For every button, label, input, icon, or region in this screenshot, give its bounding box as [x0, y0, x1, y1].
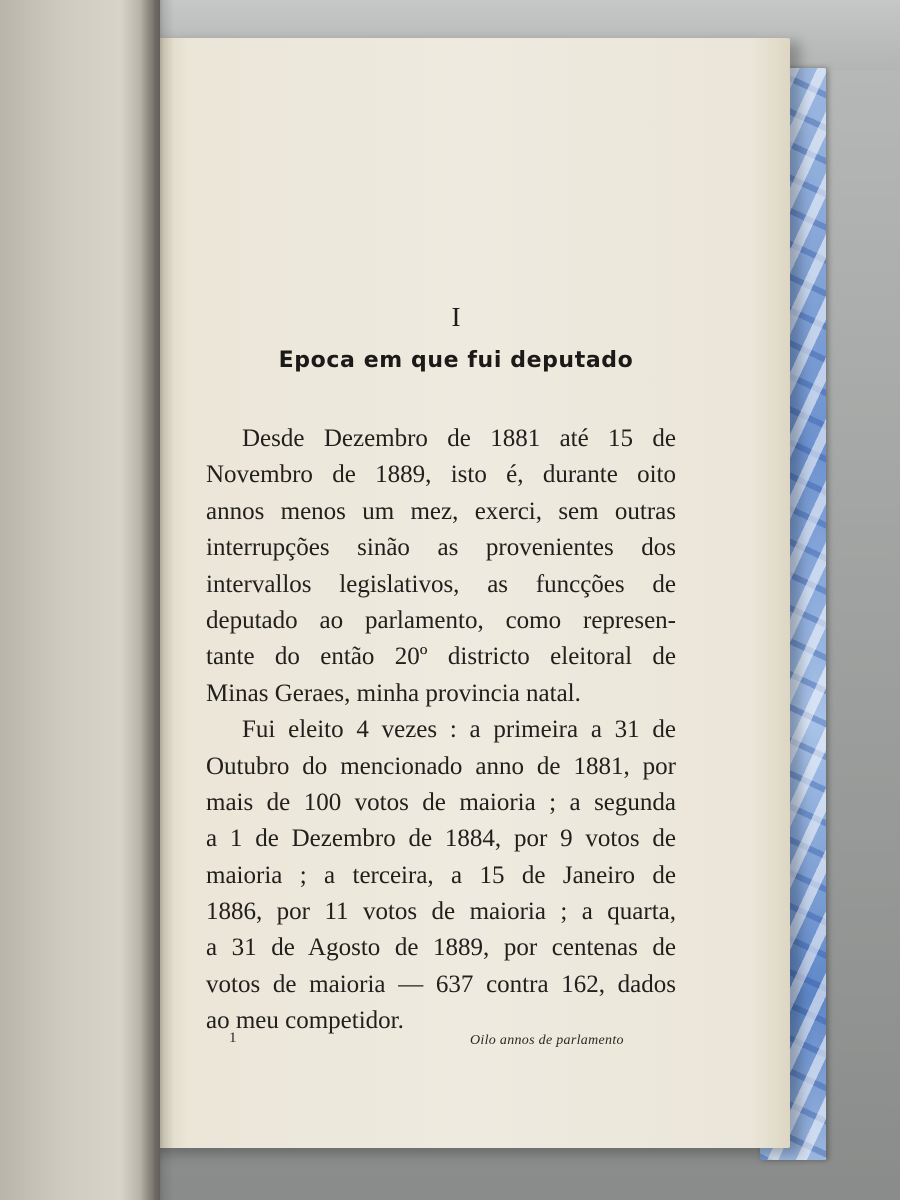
- text-line: maioria ; a terceira, a 15 de Janeiro de: [206, 861, 676, 889]
- book-gutter: [140, 0, 174, 1200]
- text-line: Fui eleito 4 vezes : a primeira a 31 de: [242, 716, 676, 744]
- text-line: interrupções sinão as provenientes dos: [206, 534, 676, 562]
- signature-number: 1: [229, 1030, 237, 1046]
- text-line: Outubro do mencionado anno de 1881, por: [206, 752, 676, 780]
- text-line: ao meu competidor.: [206, 1007, 404, 1035]
- text-line: Desde Dezembro de 1881 até 15 de: [242, 425, 676, 452]
- text-line: annos menos um mez, exerci, sem outras: [206, 497, 676, 525]
- text-line: Minas Geraes, minha provincia natal.: [206, 679, 581, 707]
- text-line: votos de maioria — 637 contra 162, dados: [206, 970, 676, 998]
- text-line: a 31 de Agosto de 1889, por centenas de: [206, 934, 676, 962]
- text-line: a 1 de Dezembro de 1884, por 9 votos de: [206, 825, 676, 853]
- chapter-title: Epoca em que fui deputado: [278, 348, 634, 373]
- text-line: mais de 100 votos de maioria ; a segunda: [206, 788, 676, 816]
- text-line: deputado ao parlamento, como represen-: [206, 606, 676, 634]
- text-line: 1886, por 11 votos de maioria ; a quarta,: [206, 898, 676, 926]
- text-line: intervallos legislativos, as funcções de: [206, 570, 676, 598]
- text-line: Novembro de 1889, isto é, durante oito: [206, 461, 676, 489]
- running-title: Oilo annos de parlamento: [470, 1033, 624, 1048]
- facing-blank-page: [0, 0, 160, 1200]
- chapter-number: I: [451, 302, 461, 332]
- text-line: tante do então 20º districto eleitoral de: [206, 643, 676, 671]
- body-text: [206, 421, 676, 1040]
